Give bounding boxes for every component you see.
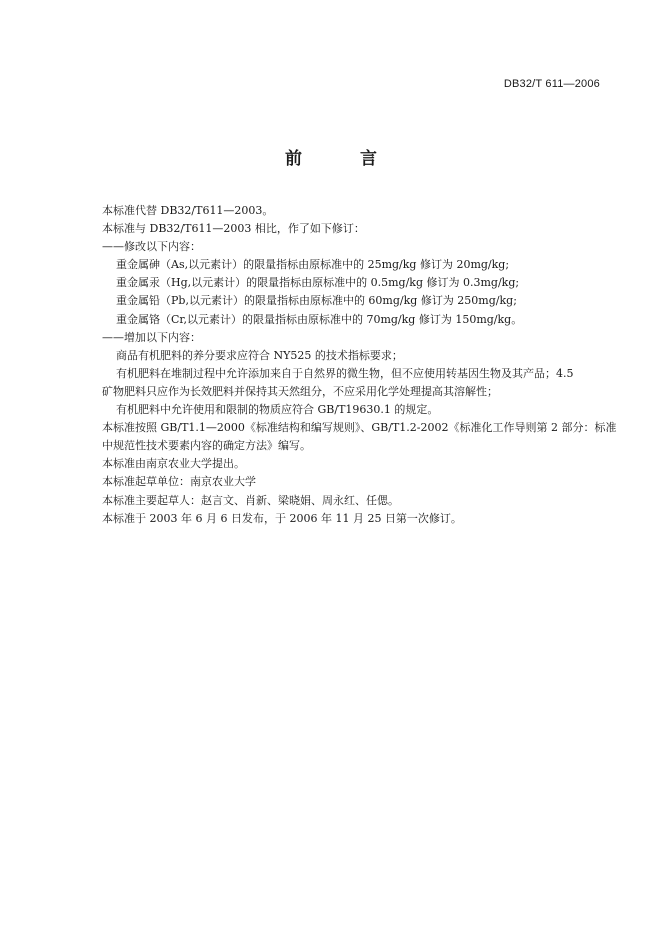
list-item: 重金属汞（Hg,以元素计）的限量指标由原标准中的 0.5mg/kg 修订为 0.3mg/kg; xyxy=(116,276,520,290)
list-item: 重金属铅（Pb,以元素计）的限量指标由原标准中的 60mg/kg 修订为 250mg/kg; xyxy=(116,294,517,308)
foreword-body xyxy=(80,202,620,528)
paragraph-line: 本标准与 DB32/T611—2003 相比，作了如下修订： xyxy=(102,222,365,236)
paragraph-line: 本标准于 2003 年 6 月 6 日发布，于 2006 年 11 月 25 日第一次修订。 xyxy=(102,511,462,525)
paragraph-line: 本标准代替 DB32/T611—2003。 xyxy=(102,204,274,217)
list-heading: ——增加以下内容： xyxy=(102,330,201,344)
paragraph-line: 本标准主要起草人：赵言文、肖新、梁晓娟、周永红、任偲。 xyxy=(102,493,399,507)
paragraph-line: 本标准按照 GB/T1.1—2000《标准结构和编写规则》、GB/T1.2-2002《标准化工作导则第 2 部分：标准中规范性技术要素内容的确定方法》编写。 xyxy=(102,421,617,453)
paragraph-line: 本标准由南京农业大学提出。 xyxy=(102,457,245,471)
list-item: 有机肥料在堆制过程中允许添加来自于自然界的微生物，但不应使用转基因生物及其产品；4.5 xyxy=(116,366,574,380)
standard-code: DB32/T 611—2006 xyxy=(503,78,600,90)
paragraph-line: 本标准起草单位：南京农业大学 xyxy=(102,475,256,489)
list-item: 矿物肥料只应作为长效肥料并保持其天然组分，不应采用化学处理提高其溶解性； xyxy=(102,384,498,398)
list-item: 重金属铬（Cr,以元素计）的限量指标由原标准中的 70mg/kg 修订为 150mg/kg。 xyxy=(116,312,523,326)
page-title: 前 言 xyxy=(285,149,403,169)
list-heading: ——修改以下内容： xyxy=(102,240,201,254)
list-item: 商品有机肥料的养分要求应符合 NY525 的技术指标要求； xyxy=(116,348,403,362)
list-item: 有机肥料中允许使用和限制的物质应符合 GB/T19630.1 的规定。 xyxy=(116,403,439,417)
list-item: 重金属砷（As,以元素计）的限量指标由原标准中的 25mg/kg 修订为 20mg/kg; xyxy=(116,258,510,272)
